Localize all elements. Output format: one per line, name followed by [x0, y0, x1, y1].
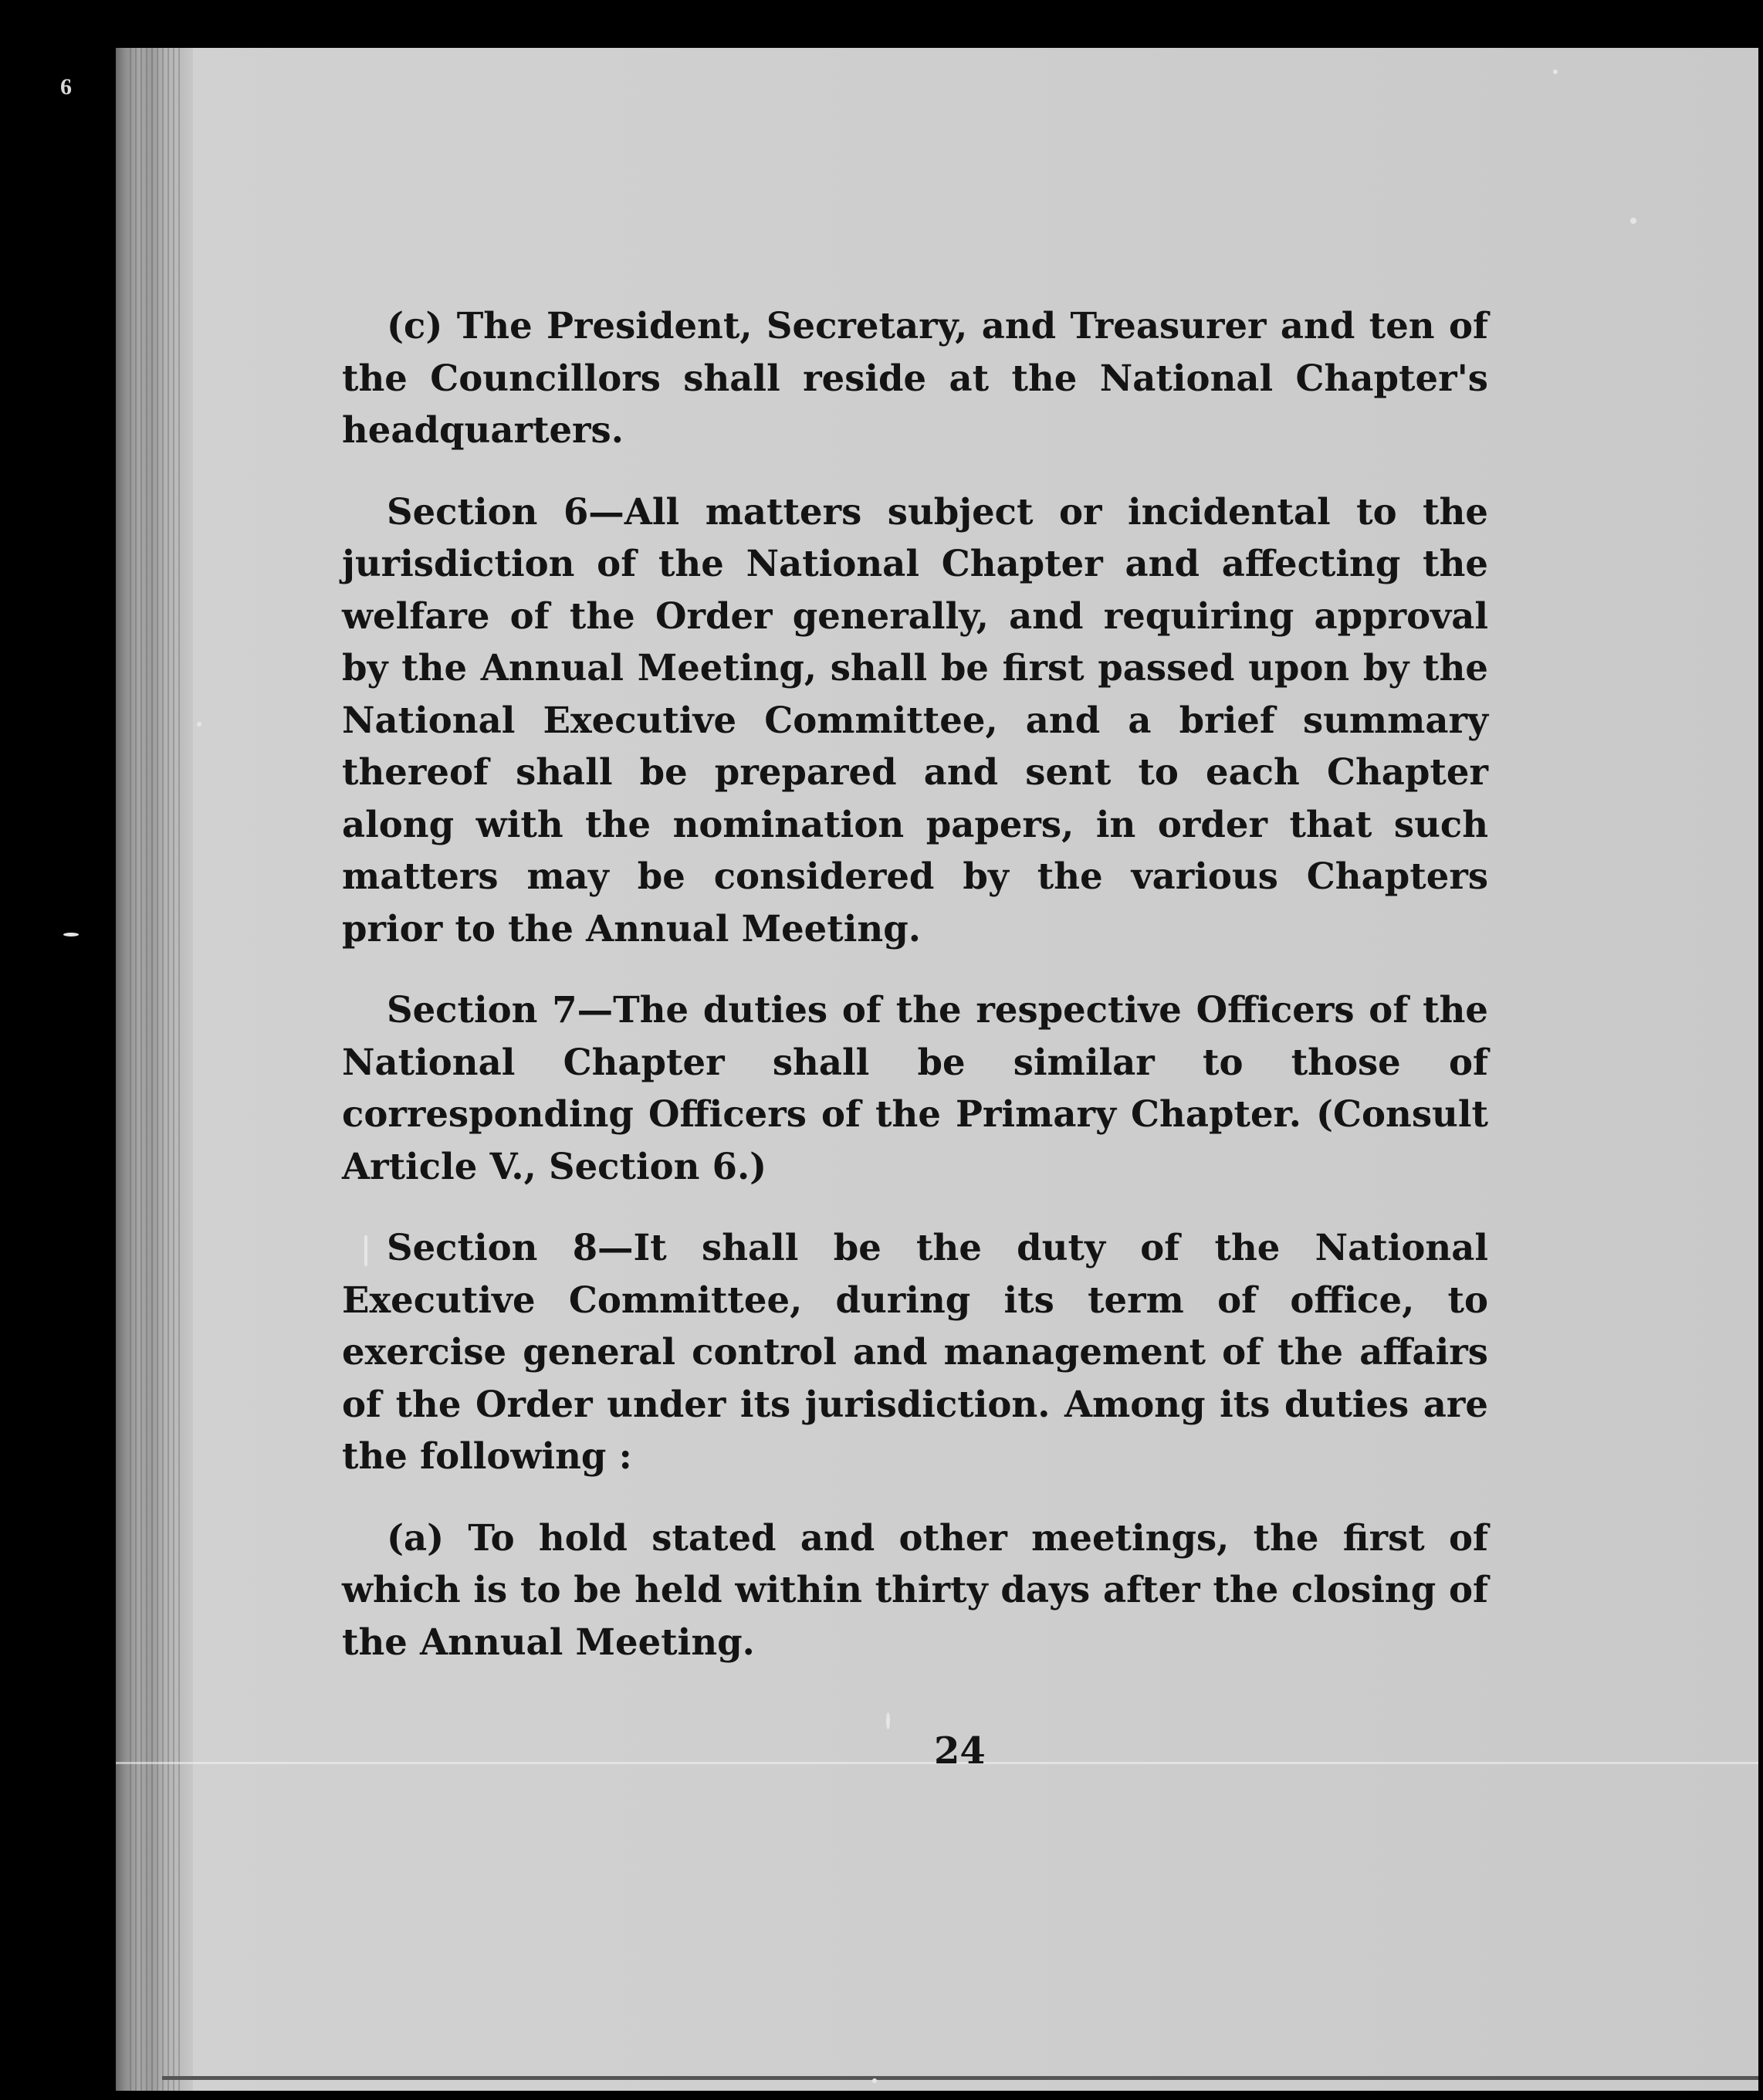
paragraph-a-meetings: (a) To hold stated and other meetings, the first of which is to be held within thirty days after the closing of the Annual Meeting. [342, 1516, 1488, 1663]
dust-speck [1630, 218, 1636, 224]
page-number: 24 [934, 1729, 986, 1773]
dust-speck [63, 933, 79, 937]
paragraph-section-7: Section 7—The duties of the respective Officers of the National Chapter shall be similar to those of corresponding Officers of the Primary Chapter. (Consult Article V., Section 6.) [342, 988, 1488, 1187]
page-bottom-edge [162, 2076, 1758, 2080]
dust-speck [1553, 69, 1558, 74]
paragraph-c-officers-residence: (c) The President, Secretary, and Treasurer and ten of the Councillors shall reside at the National Chapter's headquarters. [342, 304, 1488, 451]
dust-speck [872, 2078, 877, 2083]
dust-speck [364, 1235, 367, 1266]
dust-speck [886, 1712, 890, 1729]
dust-speck [197, 722, 201, 727]
frame-number: 6 [60, 74, 72, 100]
paragraph-section-8: Section 8—It shall be the duty of the National Executive Committee, during its term of office, to exercise general control and management of the affairs of the Order under its jurisdiction. Among its duties are the following : [342, 1226, 1488, 1477]
body-text [342, 300, 1488, 1668]
paragraph-section-6: Section 6—All matters subject or incidental to the jurisdiction of the National Chapter and affecting the welfare of the Order generally, and requiring approval by the Annual Meeting, shall be first passed upon by the National Executive Committee, and a brief summary thereof shall be prepared and sent to each Chapter along with the nomination papers, in order that such matters may be considered by the various Chapters prior to the Annual Meeting. [342, 489, 1488, 950]
page-edge-lines [130, 48, 184, 2091]
